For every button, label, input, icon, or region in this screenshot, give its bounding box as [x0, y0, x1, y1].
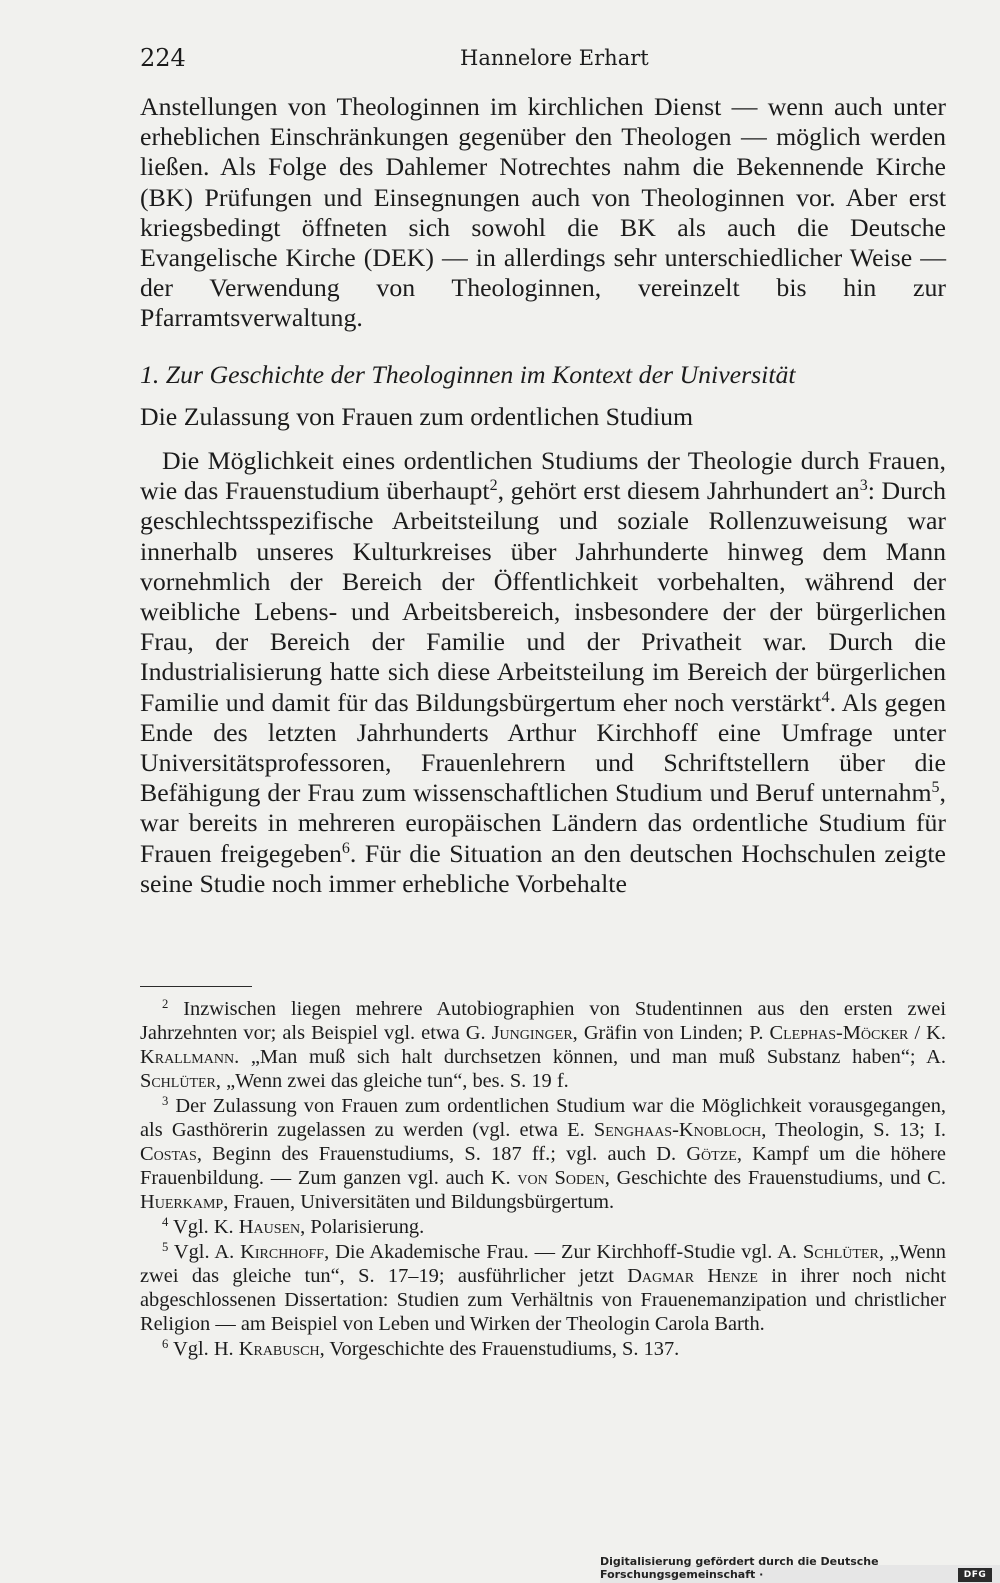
main-paragraph — [140, 446, 946, 899]
text-segment: , war bereits in mehreren europäischen Ländern das ordentliche Studium für Frauen freigegeben — [140, 778, 946, 868]
author-name: Huerkamp — [140, 1191, 224, 1213]
dfg-logo-icon: DFG — [958, 1568, 992, 1582]
text-segment: , gehört erst diesem Jahrhundert an — [497, 476, 860, 506]
footnote-text: . „Man muß sich halt durchsetzen können, und man muß Substanz haben“; A. — [234, 1046, 946, 1068]
author-name: Schlüter — [140, 1070, 216, 1092]
footnote-text: / K. — [908, 1022, 946, 1044]
footnote-6 — [140, 1337, 946, 1361]
footnote-number: 5 — [162, 1240, 169, 1255]
author-name: von Soden — [517, 1167, 605, 1189]
footnote-ref[interactable]: 5 — [931, 779, 940, 797]
author-name: Hausen — [238, 1216, 301, 1238]
footnote-text: , Vorgeschichte des Frauenstudiums, S. 137. — [319, 1338, 680, 1360]
subheading: Die Zulassung von Frauen zum ordentlichen Studium — [140, 401, 694, 431]
footnote-text: , „Wenn zwei das gleiche tun“, S. 17–19; ausführlicher jetzt — [140, 1241, 946, 1287]
author-name: Schlüter — [802, 1241, 879, 1263]
footnote-text: , Beginn des Frauenstudiums, S. 187 ff.; vgl. auch D. — [196, 1143, 687, 1165]
running-head-author: Hannelore Erhart — [460, 46, 649, 70]
digitization-footer — [600, 1555, 1000, 1583]
text-segment: Die Möglichkeit eines ordentlichen Studiums der Theologie durch Frauen, wie das Frauenstudium überhaupt — [140, 446, 946, 506]
footnote-ref[interactable]: 2 — [489, 477, 498, 495]
footnote-text: Der Zulassung von Frauen zum ordentlichen Studium war die Möglichkeit vorausgegangen, als Gasthörerin zugelassen zu werden (vgl. etwa E. — [140, 1095, 946, 1141]
text-segment: . Als gegen Ende des letzten Jahrhunderts Arthur Kirchhoff eine Umfrage unter Universitätsprofessoren, Frauenlehrern und Schriftstellern über die Befähigung der Frau zum wissenschaftlichen Studium und Beruf unternahm — [140, 687, 946, 808]
footnote-5 — [140, 1240, 946, 1336]
footnote-text: , Frauen, Universitäten und Bildungsbürgertum. — [223, 1191, 615, 1213]
text-segment: : Durch geschlechtsspezifische Arbeitsteilung und soziale Rollenzuweisung war innerhalb unseres Kulturkreises über Jahrhunderte hinweg dem Mann vornehmlich der Bereich der Öffentlichkeit vorbehalten, während der weibliche Lebens- und Arbeitsbereich, insbesondere der der bürgerlichen Frau, der Bereich der Familie und der Privatheit war. Durch die Industrialisierung hatte sich diese Arbeitsteilung im Bereich der bürgerlichen Familie und damit für das Bildungsbürgertum eher noch verstärkt — [140, 476, 947, 717]
footnote-number: 4 — [162, 1215, 169, 1230]
author-name: Krabusch — [238, 1338, 320, 1360]
footnote-number: 3 — [162, 1094, 169, 1109]
author-name: Dagmar Henze — [627, 1265, 758, 1287]
footnote-text: , „Wenn zwei das gleiche tun“, bes. S. 19 f. — [215, 1070, 569, 1092]
footnote-text: Vgl. H. — [173, 1338, 239, 1360]
author-name: Junginger — [491, 1022, 573, 1044]
footnotes — [140, 997, 946, 1362]
footnote-ref[interactable]: 6 — [341, 839, 350, 857]
footnote-ref[interactable]: 3 — [859, 477, 868, 495]
footnote-3 — [140, 1094, 946, 1214]
footnote-text: , Kampf um die höhere Frauenbildung. — Zum ganzen vgl. auch K. — [140, 1143, 946, 1189]
footnote-4 — [140, 1215, 946, 1239]
footnote-text: , Die Akademische Frau. — Zur Kirchhoff-Studie vgl. A. — [324, 1241, 803, 1263]
footnote-text: Vgl. A. — [173, 1241, 241, 1263]
footnote-text: in ihrer noch nicht abgeschlossenen Dissertation: Studien zum Verhältnis von Frauenemanzipation und christlicher Religion — am Beispiel von Leben und Wirken der Theologin Carola Barth. — [140, 1265, 946, 1335]
main-text — [140, 92, 946, 899]
author-name: Krallmann — [140, 1046, 235, 1068]
funding-credit: Digitalisierung gefördert durch die Deutsche Forschungsgemeinschaft · — [600, 1555, 879, 1581]
page-number: 224 — [140, 44, 186, 72]
footnote-2 — [140, 997, 946, 1093]
author-name: Costas — [140, 1143, 197, 1165]
author-name: Clephas-Möcker — [769, 1022, 909, 1044]
footnote-text: , Theologin, S. 13; I. — [761, 1119, 946, 1141]
footnote-text: , Gräfin von Linden; P. — [572, 1022, 770, 1044]
text-segment: . Für die Situation an den deutschen Hochschulen zeigte seine Studie noch immer erhebliche Vorbehalte — [140, 838, 947, 898]
author-name: Kirchhoff — [240, 1241, 325, 1263]
intro-paragraph: Anstellungen von Theologinnen im kirchlichen Dienst — wenn auch unter erheblichen Einschränkungen gegenüber den Theologen — möglich werden ließen. Als Folge des Dahlemer Notrechtes nahm die Bekennende Kirche (BK) Prüfungen und Einsegnungen auch von Theologinnen vor. Aber erst kriegsbedingt öffneten sich sowohl die BK als auch die Deutsche Evangelische Kirche (DEK) — in allerdings sehr unterschiedlicher Weise — der Verwendung von Theologinnen, vereinzelt bis hin zur Pfarramtsverwaltung. — [140, 92, 946, 333]
footnote-ref[interactable]: 4 — [821, 688, 830, 706]
footnote-number: 6 — [162, 1337, 169, 1352]
author-name: Götze — [686, 1143, 737, 1165]
author-name: Senghaas-Knobloch — [593, 1119, 762, 1141]
footnote-text: Vgl. K. — [173, 1216, 239, 1238]
footnote-text: , Geschichte des Frauenstudiums, und C. — [604, 1167, 946, 1189]
footnote-text: Inzwischen liegen mehrere Autobiographien von Studentinnen aus den ersten zwei Jahrzehnten vor; als Beispiel vgl. etwa G. — [140, 998, 946, 1044]
section-heading: 1. Zur Geschichte der Theologinnen im Kontext der Universität — [140, 359, 796, 389]
footnote-divider — [140, 986, 252, 987]
footnote-number: 2 — [162, 997, 169, 1012]
footnote-text: , Polarisierung. — [300, 1216, 425, 1238]
page-header — [140, 44, 945, 76]
